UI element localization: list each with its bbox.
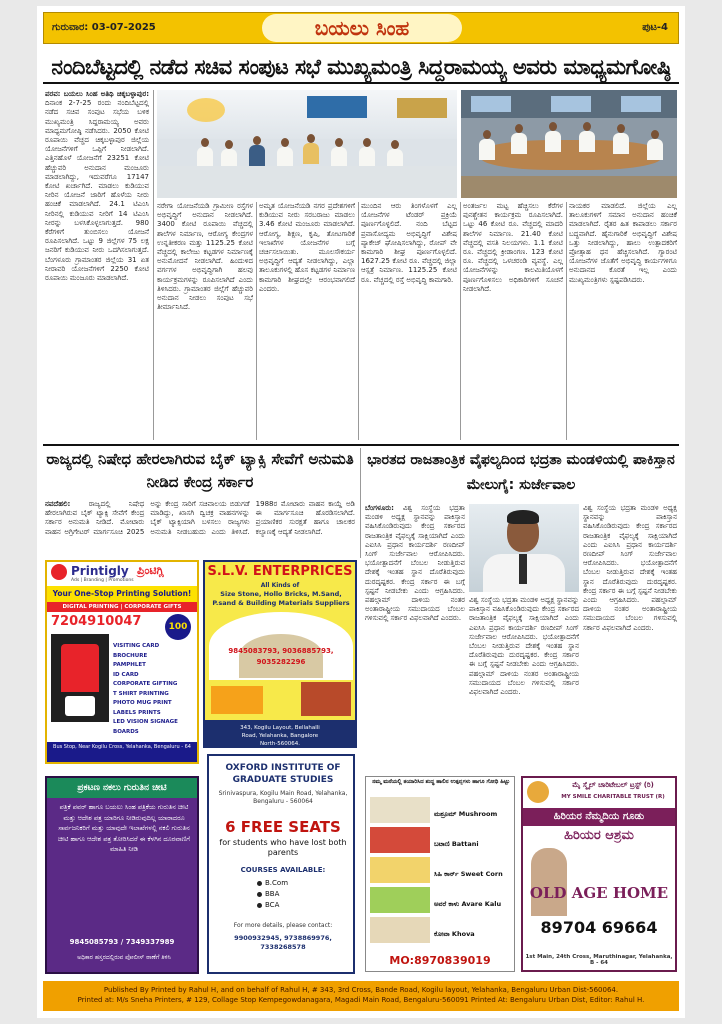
oldage-tagline-2: ಹಿರಿಯರ ಆಶ್ರಮ (564, 828, 634, 843)
main-story-dateline: ಪರವ: ಬಯಲು ಸಿಂಹ ಅತಿಥಿ ಚಿಕ್ಕಬಳ್ಳಾಪುರ: (45, 90, 149, 98)
oxford-free-seats: 6 FREE SEATS (225, 818, 341, 836)
surjewala-photo (469, 504, 579, 592)
service-item: PHOTO MUG PRINT (113, 700, 172, 706)
bike-taxi-text: ರಾಜ್ಯದಲ್ಲಿ ನಿಷೇಧ ಹೇರಲಾಗಿರುವ ಬೈಕ್ ಟ್ಯಾಕ್ಸಿ ಸೇವೆಗೆ ಕೇಂದ್ರ ಸರ್ಕಾರ ಅನುಮತಿ ನೀಡಿದೆ. ಮೋಟಾರು ವಾಹನ ಅಗ್ರಿಗೇಟರ್ ಮಾರ್ಗಸೂಚಿ 2025 ಅನ್ನು ಕೇಂದ್ರ ಸಾರಿಗೆ ಸಚಿವಾಲಯ ಬಿಡುಗಡೆ ಮಾಡಿದ್ದು, ಖಾಸಗಿ ದ್ವಿಚಕ್ರ ವಾಹನಗಳನ್ನು ಬೈಕ್ ಟ್ಯಾಕ್ಸಿಯಾಗಿ ಬಳಸಲು ರಾಜ್ಯಗಳು ಅನುಮತಿ ನೀಡಬಹುದು ಎಂದು ತಿಳಿಸಿದೆ. 1988ರ ಮೋಟಾರು ವಾಹನ ಕಾಯ್ದೆ ಅಡಿ ಈ ಮಾರ್ಗಸೂಚಿ ಹೊರಡಿಸಲಾಗಿದೆ. ಪ್ರಯಾಣಿಕರ ಸುರಕ್ಷತೆ ಹಾಗೂ ಚಾಲಕರ ಕಲ್ಯಾಣಕ್ಕೆ ಆದ್ಯತೆ ನೀಡಲಾಗಿದೆ. (45, 500, 355, 536)
product-item: ಕೋವಾ Khova (434, 930, 475, 938)
oldage-address: 1st Main, 24th Cross, Maruthinagar, Yelahanka, B - 64 (525, 954, 673, 966)
products-title: ನಮ್ಮ ಮನೆಯಲ್ಲಿ ತಯಾರಿಸಿದ ಶುದ್ಧ ಹಾಲಿನ ಉತ್ಪನ್ನಗಳು ಹಾಗೂ ಗೋಧಿ ಹಿಟ್ಟು (372, 779, 510, 785)
main-story-text-1: ದಿನಾಂಕ 2-7-25 ರಂದು ನಂದಿಬೆಟ್ಟದಲ್ಲಿ ನಡೆದ ಸಚಿವ ಸಂಪುಟ ಸಭೆಯ ಬಳಿಕ ಮುಖ್ಯಮಂತ್ರಿ ಸಿದ್ದರಾಮಯ್ಯ ಅವರು ಮಾಧ್ಯಮಗೋಷ್ಠಿ ನಡೆಸಿದರು. 2050 ಕೋಟಿ ರೂಪಾಯಿ ವೆಚ್ಚದ ಚಿಕ್ಕಬಳ್ಳಾಪುರ ಜಿಲ್ಲೆಯ ಯೋಜನೆಗಳಿಗೆ ಒಪ್ಪಿಗೆ ನೀಡಲಾಗಿದೆ. ಎತ್ತಿನಹೊಳೆ ಯೋಜನೆಗೆ 23251 ಕೋಟಿ ಹೆಚ್ಚುವರಿ ಅನುದಾನ ಮಂಜೂರು ಮಾಡಲಾಗಿದ್ದು, ಇದುವರೆಗೂ 17147 ಕೋಟಿ ಖರ್ಚಾಗಿದೆ. ಮಾಡಲು ಕುಡಿಯುವ ನೀರಿನ ಯೋಜನೆ ಜಾರಿಗೆ ಹೊಳೆಯ ನೀರು ಹಂಚಿಕೆ ಮಾಡಲಾಗಿದೆ. 24.1 ಟಿಎಂಸಿ ನೀರಿನಲ್ಲಿ ಕುಡಿಯುವ ನೀರಿಗೆ 14 ಟಿಎಂಸಿ ನೀರನ್ನು ಬಳಸಿಕೊಳ್ಳಲಾಗುತ್ತದೆ. 980 ಕೆರೆಗಳಿಗೆ ತುಂಬಿಸಲು ಯೋಜನೆ ರೂಪಿಸಲಾಗಿದೆ. ಒಟ್ಟು 9 ಜಿಲ್ಲೆಗಳ 75 ಲಕ್ಷ ಜನರಿಗೆ ಕುಡಿಯುವ ನೀರು ಒದಗಿಸಲಾಗುತ್ತದೆ. ಬೆಂಗಳೂರು ಗ್ರಾಮಾಂತರ ಜಿಲ್ಲೆಯ 31 ಏತ ನೀರಾವರಿ ಯೋಜನೆಗಳಿಗೆ 2250 ಕೋಟಿ ರೂಪಾಯಿ ಮಂಜೂರು ಮಾಡಲಾಗಿದೆ. (45, 99, 149, 283)
main-headline: ನಂದಿಬೆಟ್ಟದಲ್ಲಿ ನಡೆದ ಸಚಿವ ಸಂಪುಟ ಸಭೆ ಮುಖ್ಯಮಂತ್ರಿ ಸಿದ್ದರಾಮಯ್ಯ ಅವರು ಮಾಧ್ಯಮಗೋಷ್ಠಿ (43, 50, 679, 84)
product-item: ಮಶ್ರೂಮ್ Mushroom (434, 810, 498, 818)
surjewala-text: ವಿಶ್ವ ಸಂಸ್ಥೆಯ ಭದ್ರತಾ ಮಂಡಳಿ ಅಧ್ಯಕ್ಷ ಸ್ಥಾನವನ್ನು ಪಾಕಿಸ್ತಾನ ವಹಿಸಿಕೊಂಡಿರುವುದು ಕೇಂದ್ರ ಸರ್ಕಾರದ ರಾಜತಾಂತ್ರಿಕ ವೈಫಲ್ಯಕ್ಕೆ ಸಾಕ್ಷಿಯಾಗಿದೆ ಎಂದು ಎಐಸಿಸಿ ಪ್ರಧಾನ ಕಾರ್ಯದರ್ಶಿ ರಣದೀಪ್ ಸಿಂಗ್ ಸುರ್ಜೇವಾಲ ಆರೋಪಿಸಿದರು. ಭಯೋತ್ಪಾದನೆಗೆ ಬೆಂಬಲ ನೀಡುತ್ತಿರುವ ದೇಶಕ್ಕೆ ಇಂತಹ ಸ್ಥಾನ ದೊರೆತಿರುವುದು ದುರದೃಷ್ಟಕರ. ಕೇಂದ್ರ ಸರ್ಕಾರ ಈ ಬಗ್ಗೆ ಸ್ಪಷ್ಟನೆ ನೀಡಬೇಕು ಎಂದು ಆಗ್ರಹಿಸಿದರು. ಪಹಲ್ಗಾಮ್ ದಾಳಿಯ ನಂತರ ಅಂತಾರಾಷ್ಟ್ರೀಯ ಸಮುದಾಯದ ಬೆಂಬಲ ಗಳಿಸುವಲ್ಲಿ ಸರ್ಕಾರ ವಿಫಲವಾಗಿದೆ ಎಂದರು. (365, 504, 465, 623)
product-item: ಬಟಾಣಿ Battani (434, 840, 479, 848)
printigly-logo-icon (51, 564, 67, 580)
slv-address: 343, Kogilu Layout, Bellahalli Road, Yelahanka, Bangalore North-560064. (205, 720, 355, 746)
service-item: ID CARD (113, 671, 139, 678)
slv-enterprices-ad (203, 560, 357, 748)
bike-taxi-headline: ರಾಜ್ಯದಲ್ಲಿ ನಿಷೇಧ ಹೇರಲಾಗಿರುವ ಬೈಕ್ ಟ್ಯಾಕ್ಸಿ ಸೇವೆಗೆ ಅನುಮತಿ ನೀಡಿದ ಕೇಂದ್ರ ಸರ್ಕಾರ (46, 450, 354, 491)
printigly-address: Bus Stop, Near Kogilu Cross, Yelahanka, Bengaluru - 64 (47, 742, 197, 762)
product-item: ಸಿಹಿ ಕಾರ್ನ್ Sweet Corn (434, 870, 503, 878)
service-item: VISITING CARD (113, 643, 160, 649)
bullet-icon (257, 881, 262, 886)
column-rule (153, 90, 154, 440)
page-number: ಪುಟ-4 (642, 22, 668, 33)
main-story-col-6: ನಾಯಕರ ಮಾಡಲಿದೆ. ಜಿಲ್ಲೆಯ ಎಲ್ಲ ತಾಲೂಕುಗಳಿಗೆ ಸಮಾನ ಅನುದಾನ ಹಂಚಿಕೆ ಮಾಡಲಾಗಿದೆ. ರೈತರ ಹಿತ ಕಾಪಾಡಲು ಸರ್ಕಾರ ಬದ್ಧವಾಗಿದೆ. ಹೈನುಗಾರಿಕೆ ಅಭಿವೃದ್ಧಿಗೆ ವಿಶೇಷ ಒತ್ತು ನೀಡಲಾಗಿದ್ದು, ಹಾಲು ಉತ್ಪಾದಕರಿಗೆ ಪ್ರೋತ್ಸಾಹ ಧನ ಹೆಚ್ಚಿಸಲಾಗಿದೆ. ಗ್ಯಾರಂಟಿ ಯೋಜನೆಗಳ ಜೊತೆಗೆ ಅಭಿವೃದ್ಧಿ ಕಾರ್ಯಗಳಿಗೂ ಅನುದಾನದ ಕೊರತೆ ಇಲ್ಲ ಎಂದು ಮುಖ್ಯಮಂತ್ರಿಗಳು ಸ್ಪಷ್ಟಪಡಿಸಿದರು. (569, 202, 677, 284)
oldage-tagline-1: ಹಿರಿಯರ ನೆಮ್ಮದಿಯ ಗೂಡು (523, 808, 675, 826)
service-item: BROCHURE (113, 652, 148, 659)
bullet-icon (257, 903, 262, 908)
course-item: BCA (257, 900, 347, 911)
surjewala-story-col-1 (365, 504, 465, 772)
bike-taxi-dateline: ನವದೆಹಲಿ: (45, 500, 71, 508)
oxford-institute-ad (207, 754, 355, 974)
fake-id-notice (45, 776, 199, 974)
paper-name: ಬಯಲು ಸಿಂಹ (262, 14, 462, 42)
main-story-col-3: ಅಮೃತ ಯೋಜನೆಯಡಿ ನಗರ ಪ್ರದೇಶಗಳಿಗೆ ಕುಡಿಯುವ ನೀರು ಸರಬರಾಜು ಮಾಡಲು 3.46 ಕೋಟಿ ಮಂಜೂರು ಮಾಡಲಾಗಿದೆ. ಆರೋಗ್ಯ, ಶಿಕ್ಷಣ, ಕೃಷಿ, ತೋಟಗಾರಿಕೆ ಇಲಾಖೆಗಳ ಯೋಜನೆಗಳ ಬಗ್ಗೆ ಚರ್ಚಿಸಲಾಯಿತು. ಮೂಲಸೌಕರ್ಯ ಅಭಿವೃದ್ಧಿಗೆ ಆದ್ಯತೆ ನೀಡಲಾಗಿದ್ದು, ಎಲ್ಲಾ ತಾಲೂಕುಗಳಲ್ಲಿ ಹೊಸ ಕಟ್ಟಡಗಳ ನಿರ್ಮಾಣ ಕಾಮಗಾರಿ ಶೀಘ್ರದಲ್ಲೇ ಆರಂಭವಾಗಲಿದೆ ಎಂದರು. (259, 202, 355, 293)
main-story-col-2: ನರೇಗಾ ಯೋಜನೆಯಡಿ ಗ್ರಾಮೀಣ ರಸ್ತೆಗಳ ಅಭಿವೃದ್ಧಿಗೆ ಅನುದಾನ ನೀಡಲಾಗಿದೆ. 3400 ಕೋಟಿ ರೂಪಾಯಿ ವೆಚ್ಚದಲ್ಲಿ ಶಾಲೆಗಳ ನಿರ್ಮಾಣ, ಆರೋಗ್ಯ ಕೇಂದ್ರಗಳ ಉನ್ನತೀಕರಣ ಮತ್ತು 1125.25 ಕೋಟಿ ವೆಚ್ಚದಲ್ಲಿ ಕಾಲೇಜು ಕಟ್ಟಡಗಳ ನಿರ್ಮಾಣಕ್ಕೆ ಅನುಮೋದನೆ ನೀಡಲಾಗಿದೆ. ಹಿಂದುಳಿದ ವರ್ಗಗಳ ಅಭಿವೃದ್ಧಿಗಾಗಿ ಹಲವು ಕಾರ್ಯಕ್ರಮಗಳನ್ನು ರೂಪಿಸಲಾಗಿದೆ ಎಂದು ತಿಳಿಸಿದರು. ಗ್ರಾಮಾಂತರ ಜಿಲ್ಲೆಗೆ ಹೆಚ್ಚುವರಿ ಅನುದಾನ ನೀಡಲು ಸಂಪುಟ ಸಭೆ ತೀರ್ಮಾನಿಸಿದೆ. (157, 202, 253, 312)
printigly-headline: Your One-Stop Printing Solution! (47, 586, 197, 602)
main-story-col-1 (45, 90, 149, 440)
trust-logo-icon (527, 781, 549, 803)
printigly-brand-kn: ಪ್ರಿಂಟಿಗ್ಲಿ (137, 564, 164, 577)
oldage-title: OLD AGE HOME (529, 884, 669, 902)
product-list (434, 799, 512, 949)
printigly-phone: 7204910047 (51, 614, 142, 629)
oxford-course-list (257, 878, 347, 911)
column-rule (460, 202, 461, 440)
oxford-courses-label: COURSES AVAILABLE: (240, 866, 326, 874)
trust-name-kn: ಮೈ ಸ್ಮೈಲ್ ಚಾರಿಟೇಬಲ್ ಟ್ರಸ್ಟ್ (ರಿ) (572, 781, 654, 789)
cabinet-meeting-photo-1 (157, 90, 457, 198)
imprint-footer (43, 981, 679, 1011)
slv-subline: All Kinds of (260, 582, 300, 589)
printigly-services (113, 642, 197, 738)
column-rule (358, 202, 359, 440)
printigly-ad (45, 560, 199, 764)
service-item: LABELS PRINTS (113, 709, 161, 716)
printigly-tagline: Ads | Branding | Promotions (71, 578, 134, 583)
oxford-address: Srinivaspura, Kogilu Main Road, Yelahanka, Bengaluru - 560064 (218, 790, 348, 805)
printigly-offer-badge: 100 (165, 614, 191, 640)
notice-body: ಪತ್ರಿಕೆ ಪವರ್ ಹಾಗೂ ಬಯಲು ಸಿಂಹ ಪತ್ರಿಕೆಯ ಗುರುತಿನ ಚೀಟಿ ಮತ್ತು ಆದೇಶ ಪತ್ರ ಯಾರಿಗೂ ನೀಡಿರುವುದಿಲ್ಲ ಯಾರಾದರೂ ಸಾರ್ವಜನಿಕರಿಗೆ ಮತ್ತು ಯಾವುದೇ ಇಲಾಖೆಗಳಲ್ಲಿ ನಕಲಿ ಗುರುತಿನ ಚೀಟಿ ಹಾಗೂ ಆದೇಶ ಪತ್ರ ತೋರಿಸಿದರೆ ಈ ಕೆಳಗಿನ ದೂರವಾಣಿಗೆ ಮಾಹಿತಿ ನೀಡಿ (57, 803, 191, 853)
imprint-line-1: Published By Printed by Rahul H, and on behalf of Rahul H, # 343, 3rd Cross, Bande Road, Kogilu layout, Yelahanka, Bengaluru Urban Dist-560064. (103, 986, 619, 994)
oxford-eligibility: for students who have lost both parents (219, 838, 347, 857)
column-rule (256, 202, 257, 440)
surjewala-story-col-3: ವಿಶ್ವ ಸಂಸ್ಥೆಯ ಭದ್ರತಾ ಮಂಡಳಿ ಅಧ್ಯಕ್ಷ ಸ್ಥಾನವನ್ನು ಪಾಕಿಸ್ತಾನ ವಹಿಸಿಕೊಂಡಿರುವುದು ಕೇಂದ್ರ ಸರ್ಕಾರದ ರಾಜತಾಂತ್ರಿಕ ವೈಫಲ್ಯಕ್ಕೆ ಸಾಕ್ಷಿಯಾಗಿದೆ ಎಂದು ಎಐಸಿಸಿ ಪ್ರಧಾನ ಕಾರ್ಯದರ್ಶಿ ರಣದೀಪ್ ಸಿಂಗ್ ಸುರ್ಜೇವಾಲ ಆರೋಪಿಸಿದರು. ಭಯೋತ್ಪಾದನೆಗೆ ಬೆಂಬಲ ನೀಡುತ್ತಿರುವ ದೇಶಕ್ಕೆ ಇಂತಹ ಸ್ಥಾನ ದೊರೆತಿರುವುದು ದುರದೃಷ್ಟಕರ. ಕೇಂದ್ರ ಸರ್ಕಾರ ಈ ಬಗ್ಗೆ ಸ್ಪಷ್ಟನೆ ನೀಡಬೇಕು ಎಂದು ಆಗ್ರಹಿಸಿದರು. ಪಹಲ್ಗಾಮ್ ದಾಳಿಯ ನಂತರ ಅಂತಾರಾಷ್ಟ್ರೀಯ ಸಮುದಾಯದ ಬೆಂಬಲ ಗಳಿಸುವಲ್ಲಿ ಸರ್ಕಾರ ವಿಫಲವಾಗಿದೆ ಎಂದರು. (583, 504, 677, 632)
masthead (43, 12, 679, 44)
service-item: LED VISION SIGNAGE BOARDS (113, 719, 178, 735)
service-item: CORPORATE GIFTING (113, 681, 178, 687)
course-item: B.Com (257, 878, 347, 889)
newspaper-page (37, 6, 685, 1018)
slv-phones: 9845083793, 9036885793, 9035282296 (228, 647, 334, 666)
surjewala-story-col-2: ವಿಶ್ವ ಸಂಸ್ಥೆಯ ಭದ್ರತಾ ಮಂಡಳಿ ಅಧ್ಯಕ್ಷ ಸ್ಥಾನವನ್ನು ಪಾಕಿಸ್ತಾನ ವಹಿಸಿಕೊಂಡಿರುವುದು ಕೇಂದ್ರ ಸರ್ಕಾರದ ರಾಜತಾಂತ್ರಿಕ ವೈಫಲ್ಯಕ್ಕೆ ಸಾಕ್ಷಿಯಾಗಿದೆ ಎಂದು ಎಐಸಿಸಿ ಪ್ರಧಾನ ಕಾರ್ಯದರ್ಶಿ ರಣದೀಪ್ ಸಿಂಗ್ ಸುರ್ಜೇವಾಲ ಆರೋಪಿಸಿದರು. ಭಯೋತ್ಪಾದನೆಗೆ ಬೆಂಬಲ ನೀಡುತ್ತಿರುವ ದೇಶಕ್ಕೆ ಇಂತಹ ಸ್ಥಾನ ದೊರೆತಿರುವುದು ದುರದೃಷ್ಟಕರ. ಕೇಂದ್ರ ಸರ್ಕಾರ ಈ ಬಗ್ಗೆ ಸ್ಪಷ್ಟನೆ ನೀಡಬೇಕು ಎಂದು ಆಗ್ರಹಿಸಿದರು. ಪಹಲ್ಗಾಮ್ ದಾಳಿಯ ನಂತರ ಅಂತಾರಾಷ್ಟ್ರೀಯ ಸಮುದಾಯದ ಬೆಂಬಲ ಗಳಿಸುವಲ್ಲಿ ಸರ್ಕಾರ ವಿಫಲವಾಗಿದೆ ಎಂದರು. (469, 596, 579, 697)
issue-date: ಗುರುವಾರ: 03-07-2025 (52, 22, 156, 33)
column-rule (360, 448, 361, 558)
surjewala-dateline: ಬೆಂಗಳೂರು: (365, 504, 394, 512)
imprint-line-2: Printed at: M/s Sneha Printers, # 129, Collage Stop Kempegowdanagara, Magadi Main Road, Bengaluru-560091 Printed At: Bengaluru Urban Dist, Editor: Rahul H. (77, 995, 645, 1004)
trust-name-en: MY SMILE CHARITABLE TRUST (R) (561, 794, 665, 800)
oldage-phone: 89704 69664 (540, 918, 658, 937)
product-images (370, 797, 430, 947)
bullet-icon (257, 892, 262, 897)
main-story-col-4: ಮುಂದಿನ ಆರು ತಿಂಗಳೊಳಗೆ ಎಲ್ಲ ಯೋಜನೆಗಳ ಟೆಂಡರ್ ಪ್ರಕ್ರಿಯೆ ಪೂರ್ಣಗೊಳ್ಳಲಿದೆ. ನಂದಿ ಬೆಟ್ಟದ ಪ್ರವಾಸೋದ್ಯಮ ಅಭಿವೃದ್ಧಿಗೆ ವಿಶೇಷ ಪ್ಯಾಕೇಜ್ ಘೋಷಿಸಲಾಗಿದ್ದು, ರೋಪ್ ವೇ ಕಾಮಗಾರಿ ಶೀಘ್ರ ಪೂರ್ಣಗೊಳ್ಳಲಿದೆ. 1627.25 ಕೋಟಿ ರೂ. ವೆಚ್ಚದಲ್ಲಿ ಜಿಲ್ಲಾ ಆಸ್ಪತ್ರೆ ನಿರ್ಮಾಣ. 1125.25 ಕೋಟಿ ರೂ. ವೆಚ್ಚದಲ್ಲಿ ರಸ್ತೆ ಅಭಿವೃದ್ಧಿ ಕಾಮಗಾರಿ. (361, 202, 457, 284)
printigly-brand: Printigly (71, 564, 129, 578)
oxford-phones: 9900932945, 9738869976, 7338268578 (234, 934, 332, 951)
product-item: ಅವರೆ ಕಾಳು Avare Kalu (434, 900, 502, 908)
service-item: T SHIRT PRINTING (113, 690, 169, 697)
bricks-image (301, 682, 351, 716)
oxford-title: OXFORD INSTITUTE OF GRADUATE STUDIES (225, 763, 341, 785)
farm-products-ad (365, 776, 515, 972)
products-phone: MO:8970839019 (389, 954, 491, 967)
course-item: BBA (257, 889, 347, 900)
surjewala-headline: ಭಾರತದ ರಾಜತಾಂತ್ರಿಕ ವೈಫಲ್ಯದಿಂದ ಭದ್ರತಾ ಮಂಡಳಿಯಲ್ಲಿ ಪಾಕಿಸ್ತಾನ ಮೇಲುಗೈ: ಸುರ್ಜೇವಾಲ (367, 452, 675, 493)
truck-image (211, 686, 263, 714)
tshirt-image (51, 634, 109, 722)
printigly-subline: DIGITAL PRINTING | CORPORATE GIFTS (47, 602, 197, 612)
oxford-contact-label: For more details, please contact: (233, 922, 333, 929)
elderly-image (531, 848, 567, 916)
slv-title: S.L.V. ENTERPRICES (207, 564, 353, 579)
main-story-col-5: ಅಂತರ್ಜಲ ಮಟ್ಟ ಹೆಚ್ಚಿಸಲು ಕೆರೆಗಳ ಪುನಶ್ಚೇತನ ಕಾರ್ಯಕ್ರಮ ರೂಪಿಸಲಾಗಿದೆ. ಒಟ್ಟು 46 ಕೋಟಿ ರೂ. ವೆಚ್ಚದಲ್ಲಿ ಮಾದರಿ ಶಾಲೆಗಳ ನಿರ್ಮಾಣ. 21.40 ಕೋಟಿ ವೆಚ್ಚದಲ್ಲಿ ವಸತಿ ನಿಲಯಗಳು. 1.1 ಕೋಟಿ ರೂ. ವೆಚ್ಚದಲ್ಲಿ ಕ್ರೀಡಾಂಗಣ. 123 ಕೋಟಿ ರೂ. ವೆಚ್ಚದಲ್ಲಿ ಒಳಚರಂಡಿ ವ್ಯವಸ್ಥೆ. ಎಲ್ಲ ಯೋಜನೆಗಳನ್ನು ಕಾಲಮಿತಿಯೊಳಗೆ ಪೂರ್ಣಗೊಳಿಸಲು ಅಧಿಕಾರಿಗಳಿಗೆ ಸೂಚನೆ ನೀಡಲಾಗಿದೆ. (463, 202, 563, 293)
cabinet-meeting-photo-2 (461, 90, 677, 198)
service-item: PAMPHLET (113, 662, 146, 668)
notice-footer: ಅಧಿಕಾರ ಹಸ್ತರದಲ್ಲಿರುವ ಪೋಲೀಸ್ ಠಾಣೆಗೆ ತಿಳಿಸಿ (77, 954, 171, 961)
notice-phones: 9845085793 / 7349337989 (69, 938, 175, 946)
section-divider (43, 444, 679, 446)
column-rule (566, 202, 567, 440)
bike-taxi-story (45, 500, 355, 556)
old-age-home-ad (521, 776, 677, 972)
notice-title: ಪ್ರಕಟಣ ನಕಲು ಗುರುತಿನ ಚೀಟಿ (47, 778, 197, 798)
slv-items: Size Stone, Hollo Bricks, M.Sand, P.sand & Building Materials Suppliers (212, 590, 350, 607)
